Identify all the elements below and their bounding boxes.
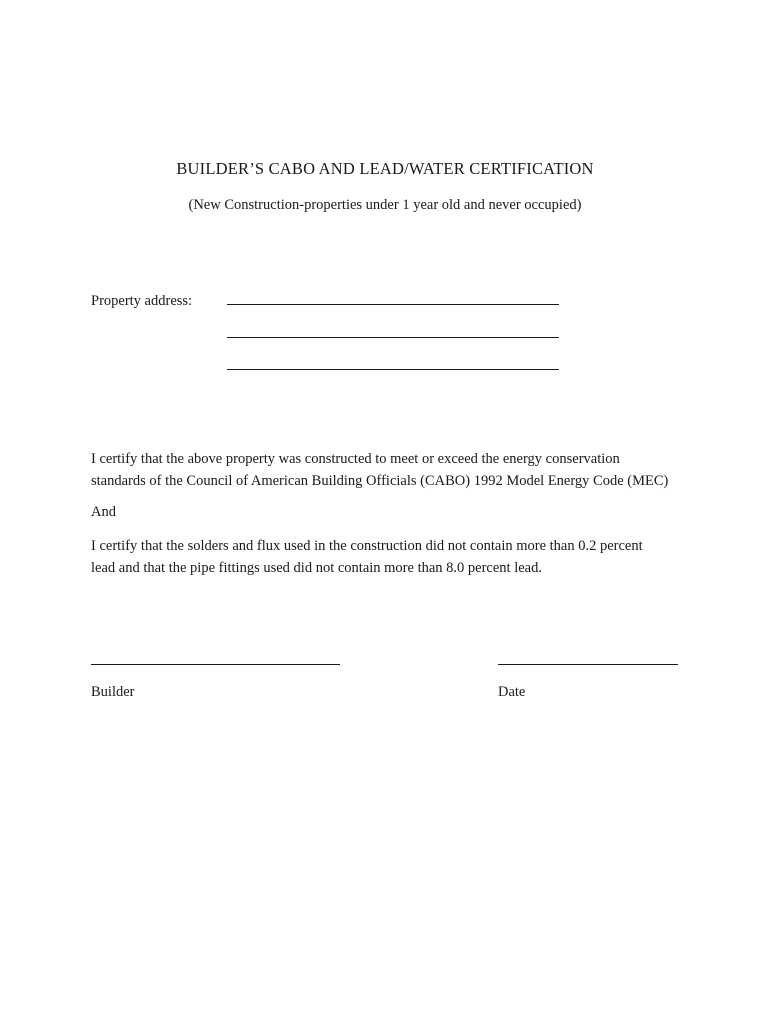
property-address-line-2[interactable] [227,337,559,338]
energy-code-certification-paragraph [91,448,691,492]
document-subtitle: (New Construction-properties under 1 year old and never occupied) [188,197,582,213]
date-label: Date [498,684,526,700]
energy-code-line-2: standards of the Council of American Building Officials (CABO) 1992 Model Energy Code (MEC) [91,473,669,489]
property-address-line-3[interactable] [227,369,559,370]
builder-signature-line[interactable] [91,664,340,665]
builder-label: Builder [91,684,135,700]
conjunction-and: And [91,504,116,520]
date-signature-line[interactable] [498,664,678,665]
lead-line-1: I certify that the solders and flux used in the construction did not contain more than 0.2 percent [91,538,643,554]
document-title: BUILDER’S CABO AND LEAD/WATER CERTIFICATION [176,159,594,178]
property-address-label: Property address: [91,293,193,309]
lead-certification-paragraph [91,535,691,579]
property-address-line-1[interactable] [227,304,559,305]
lead-line-2: lead and that the pipe fittings used did not contain more than 8.0 percent lead. [91,560,542,576]
energy-code-line-1: I certify that the above property was constructed to meet or exceed the energy conservation [91,451,620,467]
